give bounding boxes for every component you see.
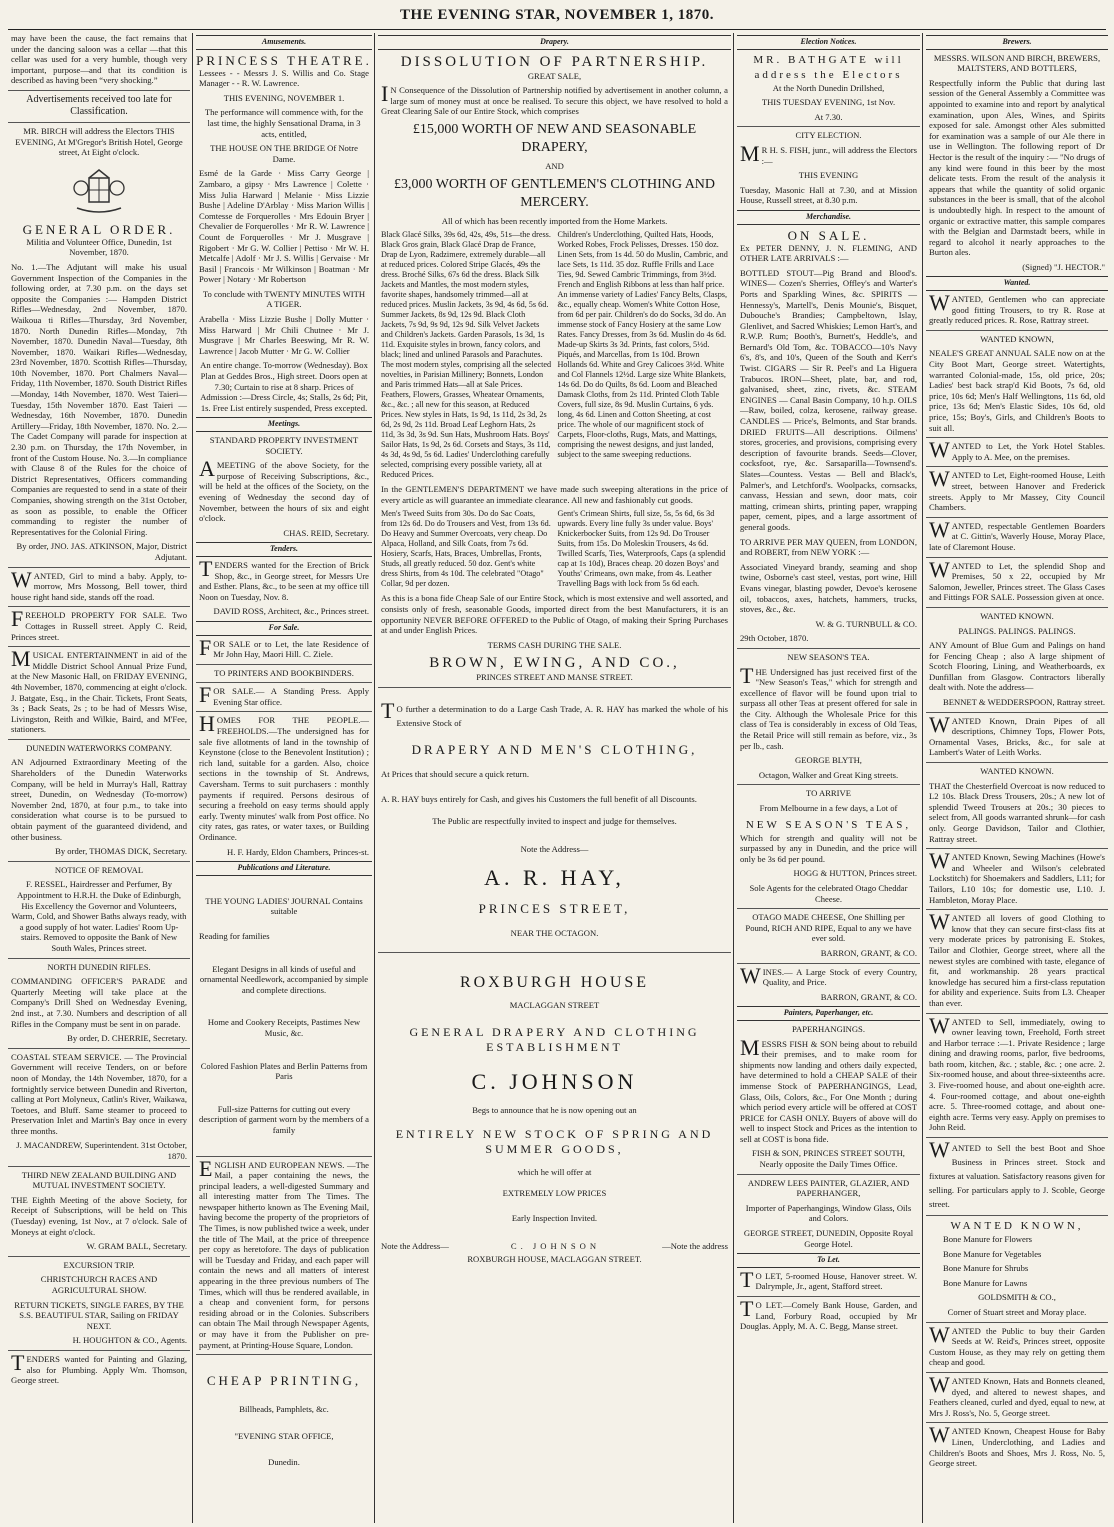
near-octagon: NEAR THE OCTAGON. (510, 927, 599, 938)
turnbull-date: 29th October, 1870. (740, 633, 809, 644)
early-inspection: Early Inspection Invited. (511, 1212, 598, 1223)
to-arrive-title: TO ARRIVE PER MAY QUEEN, from LONDON, and ROBERT, from NEW YORK :— (740, 536, 917, 558)
blyth: GEORGE BLYTH, (795, 755, 862, 766)
theatre-conclude: To conclude with TWENTY MINUTES WITH A TIGER. (202, 288, 366, 310)
third-society-signature: W. GRAM BALL, Secretary. (86, 1241, 187, 1252)
section-election: Election Notices. (737, 35, 920, 50)
column-5 (926, 33, 1108, 1523)
wanted-known-manure-title: WANTED KNOWN, (950, 1220, 1084, 1233)
section-heading: Advertisements received too late for Classification. (26, 93, 172, 117)
city-election: CITY ELECTION. (795, 130, 862, 141)
section-for-sale: For Sale. (196, 621, 372, 636)
to-arrive-body: Associated Vineyard brandy, seaming and shop twine, Osborne's cast steel, vestas, port wine, Hill Evans vinegar, blasting powder, Devoe's kerosene oil, tobaccos, axes, hatchets, hammers, trucks, stoves, &c., &c. (740, 561, 917, 615)
advert-wanted-girl: WANTED, Girl to mind a baby. Apply, to-morrow, Mrs Mossong, Bell tower, third house right hand side, stands off the road. (11, 566, 187, 602)
theatre-play: THE HOUSE ON THE BRIDGE Of Notre Dame. (210, 143, 358, 164)
new-tea-title: NEW SEASON'S TEA. (787, 651, 870, 662)
homes-signature: H. F. Hardy, Eldon Chambers, Princes-st. (227, 846, 369, 857)
ar-hay-name: A. R. HAY, (484, 864, 625, 890)
waterworks-body: AN Adjourned Extraordinary Meeting of the Shareholders of the Dunedin Waterworks Company, will be held in Murray's Hall, Rattray street, Dunedin, on Wednesday (To-morrow) November 2nd, 1870, at four p.m., to take into consideration what course is to be pursued to obtain payment of the guaranteed dividend, and other business. (11, 757, 187, 842)
standard-signature: CHAS. REID, Secretary. (283, 527, 369, 538)
dissolution-title: DISSOLUTION OF PARTNERSHIP. (400, 53, 709, 70)
merchandise-list: BOTTLED STOUT—Pig Brand and Blood's. WINES— Cozen's Sherries, Offley's and Warter's Ports and Sparkling Wines, &c. SPIRITS — Hennessy's, Martell's, Denis Mounie's, Bisquet, Dubouche's Brandies; Campbeltown, Islay, Glenlivet, and Sacred Whiskies; Lemon Hart's, and R.W.P. Rum; Booth's, Burnett's, Heddle's, and Bernard's Old Tom, &c. TOBACCO—10's Navy 6's, 8's, and 10's, Queen of the South and Kerr's Twist. CIGARS — Sir R. Peel's and La Higuera Trabucos. IRON—Sheet, plate, bar, and rod, galvanised, sheet, zinc, rivets, &c. STEAM ENGINES — Canal Basin Company, 10 h.p. OILS—Raw, boiled, colza, kerosene, railway grease. CANDLES — Price's, Belmonts, and Star brands. DRIED FRUITS—All descriptions. Oilmens' stores, groceries, and provisions, comprising every description of favourite brands. Seeds—Clover, cocksfoot, rye, &c. Sarsaparilla—Townsend's. Slates—Countess. Vestas — Bell and Black's, Palmer's, and Letchford's. Woolpacks, cornsacks, canvass, Hessian and sewn, door mats, coir matting, crimean shirts, printing paper, wrapping paper, cement, pipes, and a large assortment of general goods. (740, 267, 917, 532)
gents-intro: In the GENTLEMEN'S DEPARTMENT we have made such sweeping alterations in the price of every article as will guarantee an immediate clearance. All new and fashionably cut goods. (381, 484, 728, 505)
gents-list-left: Men's Tweed Suits from 30s. Do do Sac Coats, from 12s 6d. Do do Trousers and Vest, from 13s 6d. Do Heavy and Summer Overcoats, very cheap. Do Alpaca, Holland, and Silk Coats, from 7s 6d. Hosiery, Scarfs, Hats, Braces, Umbrellas, Fronts, Studs, all greatly reduced. 50 doz. Gent's white dress Shirts, from 4s 10d. The celebrated "Otago" Collar, 9d per dozen. (381, 509, 551, 589)
column-rule (922, 33, 923, 1523)
advert-musical: MUSICAL ENTERTAINMENT in aid of the Middle District School Annual Prize Fund, at the New Masonic Hall, on FRIDAY EVENING, 4th November, 1870, commencing at eight o'clock. J. Batgate, Esq., in the Chair. Tickets, Front Seats, 3s ; Back Seats, 2s ; to be had of Messrs Wise, Livingston, Reith and Wilkie, Baird, and M'Fee, stationers. (11, 646, 187, 735)
general-drapery: GENERAL DRAPERY AND CLOTHING ESTABLISHMENT (409, 1024, 700, 1054)
column-4 (737, 33, 920, 1523)
third-society-body: THE Eighth Meeting of the above Society, for Receipt of Subscriptions, will be held on This (Tuesday) evening, 1st Nov., at 7 o'clock. Sale of Moneys at eight o'clock. (11, 1194, 187, 1237)
theatre-title: PRINCESS THEATRE. (196, 52, 372, 68)
denny-arrivals: Ex PETER DENNY, J. N. FLEMING, AND OTHER LATE ARRIVALS :— (740, 242, 917, 264)
entirely-new-stock: ENTIRELY NEW STOCK OF SPRING AND SUMMER GOODS, (395, 1127, 714, 1157)
fish-address: MR H. S. FISH, junr., will address the Electors :— (740, 140, 917, 166)
hay-drapery: DRAPERY AND MEN'S CLOTHING, (411, 741, 698, 757)
wanted-boot-business: WANTED to Sell the best Boot and Shoe Business in Princes street. Stock and fixtures at valuation. Satisfactory reasons given for selling. For particulars apply to J. Scoble, George street. (929, 1137, 1105, 1210)
imported-note: All of which has been recently imported from the Home Markets. (441, 215, 668, 226)
note-right: —Note the address (662, 1241, 728, 1252)
palings: PALINGS. PALINGS. PALINGS. (958, 625, 1076, 636)
excursion-title: EXCURSION TRIP. (63, 1259, 135, 1270)
wanted-york-hotel: WANTED to Let, the York Hotel Stables. Apply to A. Mee, on the premises. (929, 437, 1105, 463)
wanted-chesterfield: THAT the Chesterfield Overcoat is now reduced to L2 10s. Black Dress Trousers, 20s.; A new lot of splendid Tweed Trousers at 20s.; 30 pieces to select from, All goods warranted shrunk—for cash only. George Davidson, Tailor and Clothier, Rattray street. (929, 780, 1105, 844)
advert-birch: MR. BIRCH will address the Electors THIS EVENING, At M'Gregor's British Hotel, George street, At Eight o'clock. (15, 125, 183, 158)
removal-title: NOTICE OF REMOVAL (54, 864, 144, 875)
terms-cash: TERMS CASH DURING THE SALE. (487, 639, 622, 650)
coastal-body: COASTAL STEAM SERVICE. — The Provincial Government will receive Tenders, on or before noon of Monday, the 14th November, 1870, for a fortnightly service between Dunedin and Riverton, calling at Port Molyneux, Catlin's River, Waikawa, Toetoes, and Bluff. Same steamer to proceed to Preservation Inlet and Martin's Bay once in every three months. (11, 1051, 187, 1136)
journal-item: Elegant Designs in all kinds of useful and ornamental Needlework, accompanied by simple and complete directions. (199, 963, 369, 995)
bona-fide-note: As this is a bona fide Cheap Sale of our Entire Stock, which is most extensive and well assorted, and consists only of fresh, seasonable Goods, imported direct from the best Manufacturers, it is an opportunity NEVER BEFORE OFFERED to the Public of Otago, of making their Spring Purchases at and under English Prices. (381, 593, 728, 636)
lees-body: Importer of Paperhangings, Window Glass, Oils and Colors. (745, 1202, 912, 1224)
return-signature: H. HOUGHTON & CO., Agents. (72, 1335, 187, 1346)
new-tea-body: THE Undersigned has just received first of the "New Season's Teas," which for strength and excellence of flavor will be found upon trial to surpass all other Teas at present offered for sale in the City. Although the Wholesale Price for this class of Tea is considerably in excess of Old Teas, the Retail Price will still remain as before, viz., 3s per lb., cash. (740, 662, 917, 751)
paperhangings-title: PAPERHANGINGS. (792, 1023, 865, 1034)
johnson-footer: C. JOHNSON (510, 1241, 601, 1252)
note-left: Note the Address— (381, 1241, 449, 1252)
wilson-birch-title: MESSRS. WILSON AND BIRCH, BREWERS, MALTSTERS, AND BOTTLERS, (933, 52, 1101, 74)
maclaggan-street: MACLAGGAN STREET (509, 1000, 600, 1011)
begs-announce: Begs to announce that he is now opening out an (472, 1104, 637, 1115)
section-to-let: To Let. (737, 1253, 920, 1268)
section-wanted: Wanted. (926, 276, 1108, 291)
bathgate-place: At the North Dunedin Drillshed, (772, 82, 885, 93)
masthead: THE EVENING STAR, NOVEMBER 1, 1870. (400, 7, 714, 23)
wanted-shop: WANTED to Let, the splendid Shop and Premises, 50 x 22, occupied by Mr Salomon, Jeweller, Princes street. The Glass Cases and Fittings FOR SALE. Possession given at once. (929, 556, 1105, 603)
theatre-info: An entire change. To-morrow (Wednesday). Box Plan at Geddes Bros., High street. Doors open at 7.30; Curtain to rise at 8 sharp. Prices of Admission :—Dress Circle, 4s; Stalls, 2s 6d; Pit, 1s. Free List entirely suspended, Press excepted. (200, 360, 368, 413)
wanted-garden-seeds: WANTED the Public to buy their Garden Seeds at W. Reid's, Princes street, opposite Custom House, as they may rely on getting them cheap and good. (929, 1321, 1105, 1368)
princes-street: PRINCES STREET, (478, 900, 631, 916)
worth-clothing: £3,000 WORTH OF GENTLEMEN'S CLOTHING AND MERCERY. (393, 176, 716, 210)
brick-shop-signature: DAVID ROSS, Architect, &c., Princes street. (213, 606, 369, 617)
section-painters: Painters, Paperhanger, etc. (737, 1006, 920, 1021)
teas-body: Which for strength and quality will not be surpassed by any in Dunedin, and the price will only be 3s 6d per pound. (740, 832, 917, 864)
advert-tenders-painting: TENDERS wanted for Painting and Glazing, also for Plumbing. Apply Wm. Thomson, George street. (11, 1349, 187, 1386)
hay-public: The Public are respectfully invited to inspect and judge for themselves. (432, 815, 677, 826)
wanted-known-title: WANTED KNOWN, (980, 333, 1054, 344)
new-seasons-teas: NEW SEASON'S TEAS, (745, 818, 912, 831)
dissolution-intro: IN Consequence of the Dissolution of Partnership notified by advertisement in another column, a large sum of money must at once be realised. To secure this object, we have resolved to hold a Great Clearing Sale of our Entire Stock, which comprises (381, 81, 728, 117)
general-order-office: Militia and Volunteer Office, Dunedin, 1st November, 1870. (26, 236, 172, 258)
blyth-address: Octagon, Walker and Great King streets. (758, 769, 899, 780)
fish-son-signature: FISH & SON, PRINCES STREET SOUTH, Nearly opposite the Daily Times Office. (752, 1148, 905, 1170)
to-let-2: TO LET.—Comely Bank House, Garden, and Land, Forbury Road, occupied by Mr Douglas. Apply, M. A. C. Begg, Manse street. (740, 1296, 917, 1332)
note-address: Note the Address— (520, 844, 589, 855)
lees-title: ANDREW LEES PAINTER, GLAZIER, AND PAPERHANGER, (747, 1177, 910, 1199)
christchurch-title: CHRISTCHURCH RACES AND AGRICULTURAL SHOW. (40, 1274, 158, 1295)
theatre-lessees: Lessees - - Messrs J. S. Willis and Co. Stage Manager - - R. W. Lawrence. (199, 67, 369, 89)
standard-body: AMEETING of the above Society, for the purpose of Receiving Subscriptions, &c., will be held at the offices of the Society, on the evening of Wednesday the second day of November, between the hours of six and eight o'clock. (199, 456, 369, 524)
general-order-signature: By order, JNO. JAS. ATKINSON, Major, District Adjutant. (16, 541, 187, 562)
ndr-title: NORTH DUNEDIN RIFLES. (47, 961, 151, 972)
wanted-eight-roomed: WANTED to Let, Eight-roomed House, Leith street, between Hanover and Frederick streets. Apply to Mr Massey, City Council Chambers. (929, 466, 1105, 513)
bennet: BENNET & WEDDERSPOON, Rattray street. (943, 697, 1105, 708)
section-brewers: Brewers. (926, 35, 1108, 50)
theatre-perf: The performance will commence with, for the last time, the highly Sensational Drama, in 3 acts, entitled, (204, 107, 364, 139)
palings-body: ANY Amount of Blue Gum and Palings on hand for Fencing Cheap ; also A large shipment of Scotch Flooring, Lining, and Weatherboards, ex Dunfillan from Glasgow. Contractors liberally dealt with. Note the address— (929, 640, 1105, 693)
roxburgh-footer: ROXBURGH HOUSE, MACLAGGAN STREET. (467, 1253, 642, 1264)
journal-item: Home and Cookery Receipts, Pastimes New Music, &c. (207, 1017, 361, 1038)
wanted-hats-bonnets: WANTED Known, Hats and Bonnets cleaned, dyed, and altered to newest shapes, and Feathers cleaned, curled and dyed, equal to new, at Mrs J. Ross's, No. 5, George street. (929, 1371, 1105, 1418)
roxburgh-house: ROXBURGH HOUSE (459, 974, 650, 992)
column-3 (378, 33, 731, 1523)
brick-shop-body: TENDERS wanted for the Erection of Brick Shop, &c., in George street, for Messrs Ure and Esther. Plans, &c., to be seen at my office till Noon on Tuesday, Nov. 8. (199, 555, 369, 602)
wanted-known-chesterfield-title: WANTED KNOWN. (980, 766, 1054, 777)
standard-title: STANDARD PROPERTY INVESTMENT SOCIETY. (209, 435, 359, 456)
section-drapery: Drapery. (378, 35, 731, 50)
great-sale: GREAT SALE, (527, 70, 582, 81)
section-amusements: Amusements. (196, 35, 372, 50)
fish-son-body: MESSRS FISH & SON being about to rebuild their premises, and to make room for shipments now landing and others daily expected, have determined to hold a CHEAP SALE of their immense Stock of PAPERHANGINGS, Lead, Glass, Oils, Colors, &c., For One Month ; during which period every article will be offered at COST PRICE for CASH ONLY. Buyers of above will do well to inspect Stock and Prices as the intention to sell at COST is bona fide. (740, 1034, 917, 1144)
hay-intro: TO further a determination to do a Large Cash Trade, A. R. HAY has marked the whole of his Extensive Stock of (381, 697, 728, 728)
general-order-title: GENERAL ORDER. (22, 221, 176, 237)
fish-evening: THIS EVENING (798, 170, 859, 181)
waterworks-signature: By order, THOMAS DICK, Secretary. (55, 846, 187, 857)
bathgate-title: MR. BATHGATE will address the Electors (753, 53, 904, 81)
journal-item: Colored Fashion Plates and Berlin Patterns from Paris (200, 1060, 368, 1082)
third-society-title: THIRD NEW ZEALAND BUILDING AND MUTUAL INVESTMENT SOCIETY. (21, 1169, 177, 1191)
column-2 (196, 33, 372, 1523)
manure-item: Bone Manure for Flowers (943, 1234, 1033, 1245)
dunedin: Dunedin. (268, 1457, 300, 1468)
wanted-boarders: WANTED, respectable Gentlemen Boarders at C. Gittin's, Waverly House, Moray Place, late of Claremont House. (929, 516, 1105, 552)
wanted-to-sell-freehold: WANTED to Sell, immediately, owing to owner leaving town, Freehold, Forth street and Harbor terrace :—1. Private Residence ; large dining and drawing rooms, parlor, five bedrooms, bath room, kitchen, &c. ; stable, &c. ; one acre. 2. Six-roomed house, and about three-sixteenths acre. 3. Five-roomed house, and about one-eighth acre. 4. Four-roomed cottage, and about one-eighth acre. 5. Three-roomed cottage, and about one-eighth acre. Terms very easy. Apply on premises to John Reid. (929, 1012, 1105, 1133)
advert-homes: HOMES FOR THE PEOPLE.—FREEHOLDS.—The undersigned has for sale five allotments of land in the township of Keynstone (close to the Benevolent Institution) ; rich land, suitable for a garden. Also, choice sections in the township of St. Andrews, Caversham. Terms to suit purchasers : monthly payments if required. Persons desirous of securing a freehold on easy terms should apply early. Twenty minutes' walk from Post office. No city rates, gas rates, or water taxes, or Building Ordinance. (199, 711, 369, 842)
worth-drapery: £15,000 WORTH OF NEW AND SEASONABLE DRAPERY, (412, 121, 697, 155)
wanted-clothing: WANTED all lovers of good Clothing to know that they can secure first-class fits at very moderate prices by patronising E. Stokes, Tailor and Clothier, George street, where all the newest styles are combined with taste, elegance of fit, and workmanship. 28 years practical knowledge has secured him a first-class reputation for ability and experience. Suits from L3. Cheaper than ever. (929, 909, 1105, 1008)
offered-at: which he will offer at (517, 1167, 592, 1178)
star-office: "EVENING STAR OFFICE, (234, 1430, 334, 1441)
removal-body: F. RESSEL, Hairdresser and Perfumer, By Appointment to H.R.H. the Duke of Edinburgh, His Excellency the Governor and Volunteers, Warm, Cold, and Shower Baths always ready, with a good supply of hot water. Ladies' Room Up-stairs. Removed to opposite the Bank of New South Wales, Princes street. (11, 879, 187, 953)
journal-item: Full-size Patterns for cutting out every description of garment worn by the members of a family (199, 1103, 369, 1135)
section-tenders: Tenders. (196, 542, 372, 557)
masthead-rule (8, 29, 1106, 30)
from-melbourne: From Melbourne in a few days, a Lot of (759, 803, 898, 814)
brown-ewing: BROWN, EWING, AND CO., (429, 655, 680, 672)
wanted-trousers: WANTED, Gentlemen who can appreciate good fitting Trousers, to try R. Rose at greatly reduced prices. R. Rose, Rattray street. (929, 290, 1105, 326)
waterworks-title: DUNEDIN WATERWORKS COMPANY. (26, 742, 172, 753)
on-sale-title: ON SALE. (787, 227, 870, 243)
theatre-cast: Esmé de la Garde · Miss Carry George | Zambaro, a gipsy · Mrs Lawrence | Colette · Miss Julia Harward | Melanie · Miss Lizzie Bushe | Adeline D'Arblay · Miss Marion Willis | Comtesse de Forquerolles · Mrs Edouin Bryer | Chevalier de Forquerolles · Mr R. W. Lawrence | Count de Forquerolles · Mr J. Musgrave | Rigobert · Mr G. W. Collier | Pettiso · Mr W. H. Metcalfe | Adolf · Mr J. S. Willis | Gervaise · Mr Basil | Francois · Mr Wilkinson | Boatman · Mr Power | Notary · Mr Robertson (199, 168, 369, 285)
general-order-body: No. 1.—The Adjutant will make his usual Government Inspection of the Companies in the following order, at 7.30 p.m. on the days set opposite the Companies :— Hampden District Rifles—Wednesday, 2nd November, 1870. Waikoua ti Rifles—Thursday, 3rd November, 1870. North Dunedin Rifles—Monday, 7th November, 1870. Dunedin Naval—Tuesday, 8th November, 1870. Waikari Rifles—Wednesday, 23rd November, 1870. Scottish Rifles—Thursday, 10th November, 1870. Port Chalmers Naval—Friday, 11th November, 1870. South District Rifles—Monday, 14th November, 1870. West Taieri—Tuesday, 15th November 1870. East Taieri — Wednesday, 16th November, 1870. Dunedin Artillery—Friday, 18th November, 1870. No. 2.—The Cadet Company will parade for inspection at 2.30 p.m. on Thursday, the 17th November, in front of the Custom House. No. 3.—In compliance with Clause 8 of the Rules for the choice of District Representatives, Officers commanding Companies are requested to send in a state of their Companies, showing strength on the 31st October, as soon as possible, to enable the Officer commanding to register the number of Representatives for the Colonial Firing. (11, 261, 187, 537)
princes-manse: PRINCES STREET AND MANSE STREET. (476, 672, 633, 683)
wanted-known-palings-title: WANTED KNOWN. (980, 610, 1054, 621)
manure-item: Bone Manure for Lawns (943, 1277, 1028, 1288)
billheads: Billheads, Pamphlets, &c. (239, 1404, 329, 1415)
royal-crest-icon (69, 164, 129, 216)
hay-cash: A. R. HAY buys entirely for Cash, and gives his Customers the full benefit of all Discounts. (381, 793, 697, 804)
advert-freehold: FREEHOLD PROPERTY FOR SALE. Two Cottages in Russell street. Apply C. Reid, Princes street. (11, 606, 187, 642)
low-prices: EXTREMELY LOW PRICES (502, 1188, 607, 1199)
to-arrive: TO ARRIVE (806, 788, 851, 799)
section-merchandise: Merchandise. (737, 210, 920, 225)
section-publications: Publications and Literature. (196, 861, 372, 876)
journal-item: Reading for families (199, 930, 270, 941)
hay-prices: At Prices that should secure a quick return. (381, 768, 529, 779)
bathgate-730: At 7.30. (814, 111, 843, 122)
hector-signature: (Signed) "J. HECTOR." (1022, 261, 1105, 272)
c-johnson: C. JOHNSON (471, 1068, 638, 1094)
wilson-birch-body: Respectfully inform the Public that during last session of the General Assembly a Committee was appointed to examine into and report by analytical examination, upon Ales, Wines, and Spirits exposed for sale. Amongst other Ales submitted for examination was a sample of our Ale there in use in Wellington. The following report of Dr Hector is the result of the inquiry :— "No drugs of any kind were found in this beer by the most delicate tests. From the result of the analysis it appears that while the quantity of solid organic substances in the beer is small, that of the alcohol is undoubtedly high. In respect to the amount of organic or extractive matter, this sample compares with the Belgian and Darmstadt beers, while in regard to alcohol it nearly approaches to the Burton ales. (929, 77, 1105, 258)
advert-standing-press: FOR SALE.— A Standing Press. Apply Evening Star office. (199, 682, 369, 708)
column-rule (733, 33, 734, 1523)
theatre-evening: THIS EVENING, NOVEMBER 1. (223, 92, 345, 103)
manure-item: Bone Manure for Vegetables (943, 1248, 1042, 1259)
bathgate-time: THIS TUESDAY EVENING, 1st Nov. (761, 97, 896, 108)
cheap-printing-title: CHEAP PRINTING, (206, 1373, 362, 1389)
goldsmith: GOLDSMITH & CO., (978, 1292, 1056, 1303)
coastal-signature: J. MACANDREW, Superintendent. 31st October, 1870. (16, 1140, 187, 1162)
journal-title: THE YOUNG LADIES' JOURNAL Contains suitable (205, 895, 363, 917)
section-meetings: Meetings. (196, 417, 372, 432)
advert-maori-hill: FOR SALE or to Let, the late Residence of Mr John Hay, Maori Hill. C. Ziele. (199, 634, 369, 660)
column-rule (192, 33, 193, 1523)
gents-list-right: Gent's Crimean Shirts, full size, 5s, 5s 6d, 6s 3d upwards. Every line fully 3s under value. Boys' Knickerbocker Suits, from 12s 9d. Do Trouser Suits, from 15s. Do Moleskin Trousers, 4s 6d. Twilled Scarfs, Ties, Waterproofs, Caps (a splendid cap at 1s 10d), Braces cheap. 20 dozen Boys' and Youths' Crimeans, own make, from 4s. Leather Travelling Bags with lock from 5s 6d each. (557, 509, 726, 589)
hogg-hutton: HOGG & HUTTON, Princes street. (793, 868, 917, 879)
column-1 (8, 33, 190, 1523)
ladies-list-left: Black Glacé Silks, 39s 6d, 42s, 49s, 51s—the dress. Black Gros grain, Black Glacé Drap de France, Drap de Lyon, Radzimere, extremely durable—all at reduced prices. Colored Stripe Glacés, 49s the dress. Broché Silks, 67s 6d the dress. Black Silk Jackets and Mantles, the most modern styles, favorite shapes, handsomely trimmed—all at reduced prices. Muslin Jackets, 3s 9d, 4s 6d, 5s 6d. Summer Jackets, 8s 9d, 12s 9d. Black Cloth Jackets, 7s 9d, 9s 9d, 12s 9d. Silk Velvet Jackets and Children's Jackets. Garden Parasols, 1s 3d, 1s 11d. Exquisite styles in brown, fancy colors, and black; lined and unlined Parasols and Parachutes. The most modern styles, comprising all the selected novelties, in Parisian Millinery; Bonnets, London and Paris trimmed Hats—all at Sale Prices. Feathers, Flowers, Grasses, Wheatear Ornaments, &c., &c. ; all new for this season, at Reduced Prices. New styles in Hats, 1s 9d, 1s 11d, 2s 3d, 2s 6d, 2s 9d, 2s 11d. Broad Leaf Leghorn Hats, 2s 11d, 3s 3d, 3s 9d. Sun Hats, Mushroom Hats. Boys' Sailor Hats, 1s 9d, 2s 6d. Corsets and Stays, 3s 11d, 4s 3d, 4s 9d, 5s 6d. Ladies' Underclothing carefully selected, comprising every possible variety, all at Reduced Prices. (381, 230, 552, 480)
ndr-body: COMMANDING OFFICER'S PARADE and Quarterly Meeting will take place at the Company's Drill Shed on Wednesday Evening, 2nd inst., at 7.30. Numbers and description of all Rifles in the Company must be sent in on parade. (11, 976, 187, 1029)
carry-over-text: may have been the cause, the fact remains that under the dancing saloon was a cellar —that this cellar was used for a very humble, though very important, purpose—and that its condition is described as having been “very shocking.” (11, 33, 187, 86)
return-tickets: RETURN TICKETS, SINGLE FARES, BY THE S.S. BEAUTIFUL STAR, Sailing on FRIDAY NEXT. (14, 1299, 184, 1331)
turnbull: W. & G. TURNBULL & CO. (815, 618, 917, 629)
column-rule (374, 33, 375, 1523)
barron-grant-1: BARRON, GRANT, & CO. (820, 947, 917, 958)
otago-cheese: OTAGO MADE CHEESE, One Shilling per Pound, RICH AND RIPE, Equal to any we have ever sold. (745, 912, 912, 944)
cheese-agents: Sole Agents for the celebrated Otago Cheddar Cheese. (749, 883, 908, 904)
lees-address: GEORGE STREET, DUNEDIN, Opposite Royal George Hotel. (743, 1228, 914, 1249)
ndr-signature: By order, D. CHERRIE, Secretary. (67, 1033, 187, 1044)
manure-item: Bone Manure for Shrubs (943, 1263, 1029, 1274)
to-let-1: TO LET, 5-roomed House, Hanover street. W. Dalrymple, Jr., agent, Stafford street. (740, 1266, 917, 1292)
and: AND (545, 160, 564, 171)
wanted-sewing-machines: WANTED Known, Sewing Machines (Howe's and Wheeler and Wilson's celebrated Lockstitch) for Shoemakers and Saddlers, L11; for Tailors, L10 10s; for domestic use, L10. J. Hambleton, Moray Place. (929, 848, 1105, 905)
wines-advert: WINES.— A Large Stock of every Country, Quality, and Price. (740, 962, 917, 988)
goldsmith-address: Corner of Stuart street and Moray place. (947, 1307, 1087, 1317)
barron-grant-2: BARRON, GRANT, & CO. (820, 991, 917, 1002)
fish-venues: Tuesday, Masonic Hall at 7.30, and at Mission House, Russell street, at 8.30 p.m. (740, 184, 917, 206)
advert-english-news: ENGLISH AND EUROPEAN NEWS. —The Mail, a paper containing the news, the principal leaders, a well-digested Summary and all interesting matter from The Times. The newspaper hitherto known as The Evening Mail, having become the property of the proprietors of The Times, is now published twice a week, under the title of The Mail, at the price of threepence per copy as heretofore. The days of publication will be Tuesday and Friday, and each paper will contain the news and all matters of interest appearing in the three previous numbers of The Times, which will thus be rendered available, in a cheap and convenient form, for persons residing abroad or in the Colonies. Subscribers can obtain The Mail through Newspaper Agents, or may have it from the Publisher on pre-payment, at Printing-House Square, London. (199, 1155, 369, 1350)
ladies-list-right: Children's Underclothing, Quilted Hats, Hoods, Worked Robes, Frock Pelisses, Dresses. 150 doz. Linen Sets, from 1s 4d. 50 do Muslin, Cambric, and lace Sets, 1s 11d. 35 doz. Ruffle Frills and Lace Ties, 9d. Sewed Cambric Trimmings, from 3½d. French and English Ribbons at less than half price. An immense variety of Ladies' Fancy Belts, Clasps, &c., equally cheap. Women's White Cotton Hose, from 6d per pair. Children's do do Socks, 3d do. An immense stock of Fancy Hosiery at the same Low Rates. Fancy Dresses, from 3s 6d. Muslin do 4s 6d. Made-up Skirts 3s 3d. Prints, fast colors, 5½d. Piqués, and Marcellas, from 1s 10d. Brown Hollands 6d. White and Grey Calicoes 3½d. White and Col Flannels 12½d. Large size White Blankets, 14s 6d. Do do Quilts, 8s 6d. Loom and Bleached Damask Cloths, from 2s 11d. Printed Cloth Table Covers, full size, 8s 9d. Muslin Curtains, 6 yds. long, 4s 6d. Linen and Cotton Sheeting, at cost price. The whole of our magnificent stock of Carpets, Floor-cloths, Rugs, Mats, and Mattings, comprising the newest designs, and just landed, subject to the same sweeping reductions. (557, 230, 728, 460)
wanted-baby-linen: WANTED Known, Cheapest House for Baby Linen, Underclothing, and Ladies and Children's Boots and Shoes, Mrs J. Ross, No. 5, George street. (929, 1422, 1105, 1469)
theatre-cast-2: Arabella · Miss Lizzie Bushe | Dolly Mutter · Miss Harward | Mr Chili Chutnee · Mr J. Musgrave | Mr Charles Beeswing, Mr R. W. Lawrence | Jacob Mutter · Mr G. W. Collier (199, 314, 369, 356)
printers-title: TO PRINTERS AND BOOKBINDERS. (214, 667, 354, 678)
wanted-neale: NEALE'S GREAT ANNUAL SALE now on at the City Boot Mart, George street. Watertights, warranted Colonial-made, 15s, old price, 20s; Ladies' best back strap'd Kid Boots, 7s 6d, old price, 10s 6d; Men's Half Wellingtons, 11s 6d, old price, 13s 6d; Men's Elastic Sides, 10s 6d, old price, 15s; Boy's, Girls, and Children's Boots to suit all. (929, 348, 1105, 433)
wanted-drain-pipes: WANTED Known, Drain Pipes of all descriptions, Chimney Tops, Flower Pots, Ornamental Vases, Bricks, &c., for sale at Lambert's Water of Leith Works. (929, 711, 1105, 758)
